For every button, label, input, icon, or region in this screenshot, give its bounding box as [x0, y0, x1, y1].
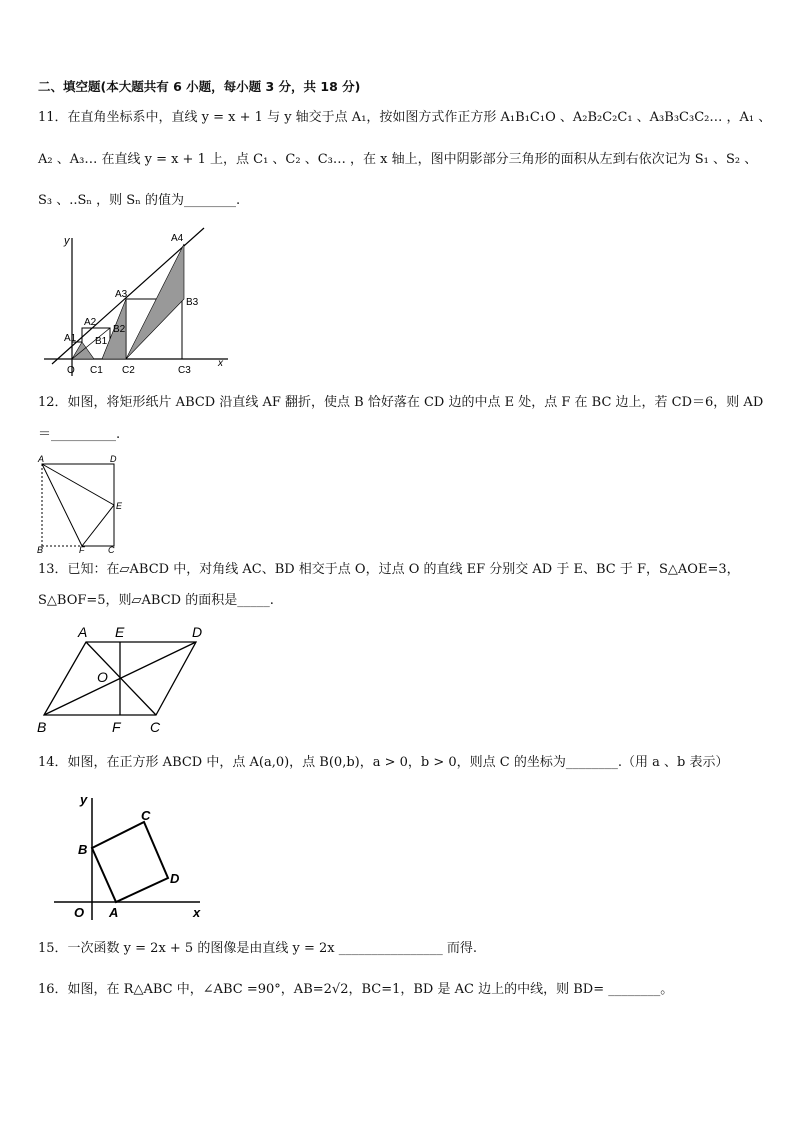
q14-line-1: 14．如图，在正方形 ABCD 中，点 A(a,0)，点 B(0,b)，a > 0，b > 0，则点 C 的坐标为________.（用 a 、b 表示）	[38, 755, 729, 770]
label-d: D	[110, 454, 117, 464]
q12-line-2: ＝__________.	[38, 427, 121, 442]
label-d: D	[170, 871, 180, 886]
line-af	[42, 464, 82, 546]
label-a: A	[38, 454, 45, 464]
label-a: A	[109, 905, 119, 920]
label-f: F	[79, 545, 85, 555]
label-c3: C3	[178, 365, 191, 376]
label-x: x	[218, 358, 223, 369]
q11-line-1: 11．在直角坐标系中，直线 y = x + 1 与 y 轴交于点 A₁，按如图方式作正方形 A₁B₁C₁O 、A₂B₂C₂C₁ 、A₃B₃C₃C₂… ，A₁ 、	[38, 110, 772, 125]
shaded-triangle-s3	[126, 244, 184, 359]
label-a: A	[78, 624, 88, 640]
label-c: C	[150, 719, 161, 735]
label-x: x	[193, 905, 201, 920]
label-b3: B3	[186, 297, 199, 308]
q12-line-1: 12．如图，将矩形纸片 ABCD 沿直线 AF 翻折，使点 B 恰好落在 CD 边的中点 E 处，点 F 在 BC 边上，若 CD＝6，则 AD	[38, 395, 764, 410]
label-c1: C1	[90, 365, 103, 376]
section-title: 二、填空题(本大题共有 6 小题，每小题 3 分，共 18 分)	[38, 79, 361, 94]
label-b2: B2	[113, 324, 126, 335]
label-o: O	[67, 365, 75, 376]
q11-line-3: S₃ 、..Sₙ ，则 Sₙ 的值为________.	[38, 193, 241, 208]
label-b: B	[37, 719, 47, 735]
label-a1: A1	[64, 333, 77, 344]
label-e: E	[116, 501, 123, 511]
label-c2: C2	[122, 365, 135, 376]
label-e: E	[115, 624, 125, 640]
q13-line-2: S△BOF=5，则▱ABCD 的面积是_____.	[38, 593, 274, 608]
label-f: F	[112, 719, 121, 735]
label-b: B	[78, 842, 88, 857]
label-c: C	[141, 808, 151, 823]
q14-figure	[50, 790, 210, 925]
rect-abcd	[42, 464, 114, 546]
label-a2: A2	[84, 317, 97, 328]
label-y: y	[64, 235, 70, 247]
q13-line-1: 13．已知：在▱ABCD 中，对角线 AC、BD 相交于点 O，过点 O 的直线 EF 分别交 AD 于 E、BC 于 F，S△AOE=3，	[38, 562, 740, 577]
label-o: O	[74, 905, 85, 920]
label-d: D	[192, 624, 203, 640]
line-fe	[82, 505, 114, 546]
q11-line-2: A₂ 、A₃… 在直线 y = x + 1 上，点 C₁ 、C₂ 、C₃… ，在 x 轴上，图中阴影部分三角形的面积从左到右依次记为 S₁ 、S₂ 、	[38, 152, 758, 167]
q15-line-1: 15．一次函数 y = 2x + 5 的图像是由直线 y = 2x ________________ 而得.	[38, 941, 477, 956]
label-c: C	[108, 545, 115, 555]
q11-figure	[38, 228, 238, 378]
label-a4: A4	[171, 233, 184, 244]
label-y: y	[80, 792, 88, 807]
line-ae	[42, 464, 114, 505]
q12-figure	[36, 454, 136, 554]
label-b1: B1	[95, 336, 108, 347]
q16-line-1: 16．如图，在 R△ABC 中，∠ABC =90°，AB=2√2，BC=1，BD 是 AC 边上的中线，则 BD= ________。	[38, 982, 674, 997]
label-b: B	[37, 545, 44, 555]
label-a3: A3	[115, 289, 128, 300]
q13-figure	[36, 620, 216, 740]
square-abcd	[92, 822, 168, 902]
label-o: O	[97, 669, 108, 685]
